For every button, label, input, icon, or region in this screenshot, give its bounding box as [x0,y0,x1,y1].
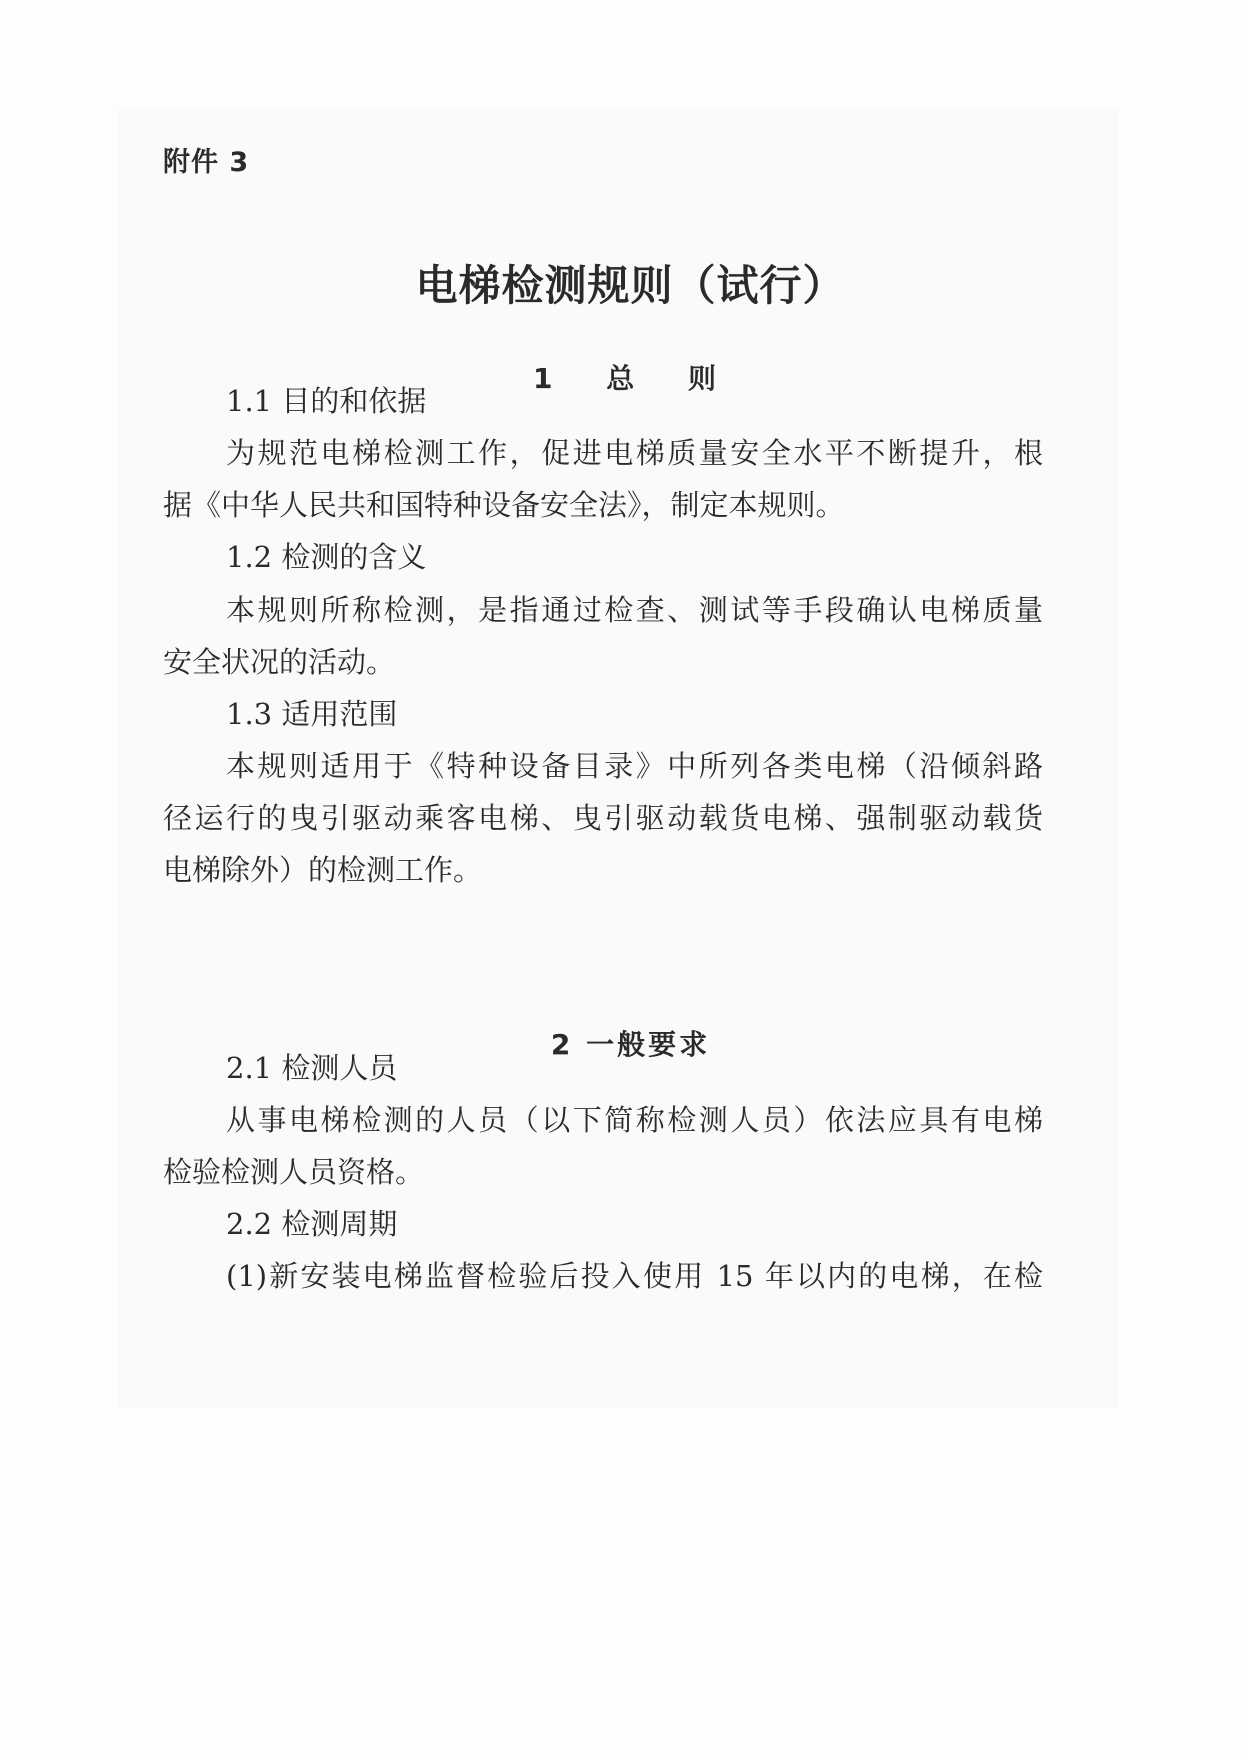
subsection-heading-1-1: 1.1 目的和依据 [226,384,427,418]
subsection-heading-1-3: 1.3 适用范围 [226,697,398,731]
paragraph-line: 本规则适用于《特种设备目录》中所列各类电梯（沿倾斜路 [226,749,1043,783]
paragraph-line: (1)新安装电梯监督检验后投入使用 15 年以内的电梯，在检 [226,1259,1043,1293]
document-title: 电梯检测规则（试行） [415,261,846,310]
subsection-heading-1-2: 1.2 检测的含义 [226,540,427,574]
paragraph-line: 本规则所称检测，是指通过检查、测试等手段确认电梯质量 [226,593,1043,627]
paragraph-line: 据《中华人民共和国特种设备安全法》，制定本规则。 [163,488,845,522]
paragraph-line: 安全状况的活动。 [163,645,396,679]
attachment-label: 附件 3 [163,147,250,178]
paragraph-line: 径运行的曳引驱动乘客电梯、曳引驱动载货电梯、强制驱动载货 [163,801,1043,835]
paragraph-line: 电梯除外）的检测工作。 [163,853,483,887]
subsection-heading-2-2: 2.2 检测周期 [226,1207,398,1241]
section-heading-2: 2 一般要求 [550,1028,711,1061]
paragraph-line: 为规范电梯检测工作，促进电梯质量安全水平不断提升，根 [226,436,1043,470]
section-heading-1: 1 总 则 [533,362,728,395]
paragraph-line: 检验检测人员资格。 [163,1155,425,1189]
paragraph-line: 从事电梯检测的人员（以下简称检测人员）依法应具有电梯 [226,1103,1043,1137]
subsection-heading-2-1: 2.1 检测人员 [226,1051,398,1085]
